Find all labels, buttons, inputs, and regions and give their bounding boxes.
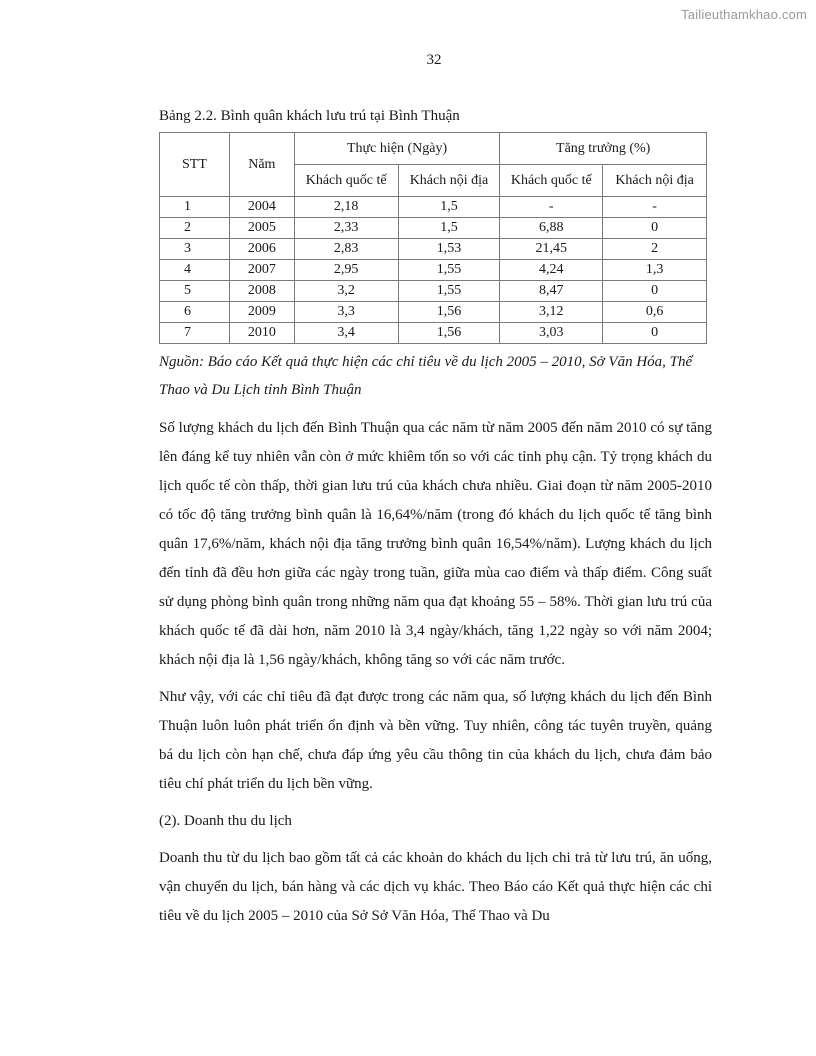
cell-stt: 3 — [160, 239, 230, 260]
cell-intl-days: 2,83 — [294, 239, 398, 260]
body-paragraph: Số lượng khách du lịch đến Bình Thuận qua các năm từ năm 2005 đến năm 2010 có sự tăng lên đáng kể tuy nhiên vẫn còn ở mức khiêm tốn so với các tỉnh phụ cận. Tỷ trọng khách du lịch quốc tế còn thấp, thời gian lưu trú của khách chưa nhiều. Giai đoạn từ năm 2005-2010 có tốc độ tăng trưởng bình quân là 16,64%/năm (trong đó khách du lịch quốc tế tăng bình quân 17,6%/năm, khách nội địa tăng trưởng bình quân 16,54%/năm). Lượng khách du lịch đến tỉnh đã đều hơn giữa các ngày trong tuần, giữa mùa cao điểm và thấp điểm. Công suất sử dụng phòng bình quân trong những năm qua đạt khoảng 55 – 58%. Thời gian lưu trú của khách quốc tế đã dài hơn, năm 2010 là 3,4 ngày/khách, tăng 1,22 ngày so với năm 2004; khách nội địa là 1,56 ngày/khách, không tăng so với các năm trước. — [159, 420, 712, 668]
table-row — [160, 218, 707, 239]
cell-intl-growth: 3,12 — [500, 302, 603, 323]
table-row — [160, 302, 707, 323]
cell-year: 2005 — [229, 218, 294, 239]
cell-stt: 4 — [160, 260, 230, 281]
table-row — [160, 239, 707, 260]
cell-intl-days: 2,95 — [294, 260, 398, 281]
visitor-stay-table — [159, 132, 707, 344]
cell-dom-days: 1,55 — [398, 260, 500, 281]
table-row — [160, 323, 707, 344]
header-group-days: Thực hiện (Ngày) — [294, 133, 500, 165]
header-intl-growth: Khách quốc tế — [500, 165, 603, 197]
cell-intl-growth: 4,24 — [500, 260, 603, 281]
table-row — [160, 260, 707, 281]
cell-stt: 7 — [160, 323, 230, 344]
cell-dom-days: 1,5 — [398, 218, 500, 239]
cell-dom-growth: 0 — [603, 323, 707, 344]
cell-dom-days: 1,53 — [398, 239, 500, 260]
cell-stt: 2 — [160, 218, 230, 239]
cell-intl-growth: 8,47 — [500, 281, 603, 302]
table-caption: Bảng 2.2. Bình quân khách lưu trú tại Bình Thuận — [159, 108, 460, 124]
header-year: Năm — [229, 133, 294, 197]
cell-dom-days: 1,55 — [398, 281, 500, 302]
cell-intl-growth: - — [500, 197, 603, 218]
header-intl-days: Khách quốc tế — [294, 165, 398, 197]
cell-dom-growth: - — [603, 197, 707, 218]
cell-dom-days: 1,56 — [398, 302, 500, 323]
cell-year: 2009 — [229, 302, 294, 323]
body-paragraph: Doanh thu từ du lịch bao gồm tất cả các khoản do khách du lịch chi trả từ lưu trú, ăn uống, vận chuyển du lịch, bán hàng và các dịch vụ khác. Theo Báo cáo Kết quả thực hiện các chỉ tiêu về du lịch 2005 – 2010 của Sở Sở Văn Hóa, Thể Thao và Du — [159, 850, 712, 924]
cell-stt: 5 — [160, 281, 230, 302]
cell-stt: 6 — [160, 302, 230, 323]
table-source: Nguồn: Báo cáo Kết quả thực hiện các chỉ tiêu về du lịch 2005 – 2010, Sở Văn Hóa, Thể Thao và Du Lịch tỉnh Bình Thuận — [159, 354, 693, 398]
header-dom-days: Khách nội địa — [398, 165, 500, 197]
cell-year: 2007 — [229, 260, 294, 281]
cell-year: 2004 — [229, 197, 294, 218]
page-number: 32 — [426, 52, 442, 68]
page-content — [159, 106, 712, 939]
cell-intl-growth: 21,45 — [500, 239, 603, 260]
cell-dom-growth: 0,6 — [603, 302, 707, 323]
section-heading: (2). Doanh thu du lịch — [159, 813, 292, 829]
cell-intl-days: 3,4 — [294, 323, 398, 344]
cell-year: 2010 — [229, 323, 294, 344]
cell-intl-growth: 6,88 — [500, 218, 603, 239]
cell-dom-growth: 2 — [603, 239, 707, 260]
table-row — [160, 197, 707, 218]
header-dom-growth: Khách nội địa — [603, 165, 707, 197]
header-stt: STT — [160, 133, 230, 197]
cell-intl-days: 3,2 — [294, 281, 398, 302]
cell-year: 2006 — [229, 239, 294, 260]
cell-dom-growth: 0 — [603, 218, 707, 239]
watermark: Tailieuthamkhao.com — [681, 7, 807, 22]
cell-intl-days: 2,18 — [294, 197, 398, 218]
cell-year: 2008 — [229, 281, 294, 302]
cell-intl-days: 3,3 — [294, 302, 398, 323]
cell-stt: 1 — [160, 197, 230, 218]
cell-dom-days: 1,56 — [398, 323, 500, 344]
body-paragraph: Như vậy, với các chỉ tiêu đã đạt được trong các năm qua, số lượng khách du lịch đến Bình Thuận luôn luôn phát triển ổn định và bền vững. Tuy nhiên, công tác tuyên truyền, quảng bá du lịch còn hạn chế, chưa đáp ứng yêu cầu thông tin của khách du lịch, chưa đảm bảo tiêu chí phát triển du lịch bền vững. — [159, 689, 712, 792]
cell-dom-growth: 0 — [603, 281, 707, 302]
header-group-growth: Tăng trưởng (%) — [500, 133, 707, 165]
cell-intl-days: 2,33 — [294, 218, 398, 239]
cell-dom-days: 1,5 — [398, 197, 500, 218]
cell-intl-growth: 3,03 — [500, 323, 603, 344]
table-row — [160, 281, 707, 302]
cell-dom-growth: 1,3 — [603, 260, 707, 281]
